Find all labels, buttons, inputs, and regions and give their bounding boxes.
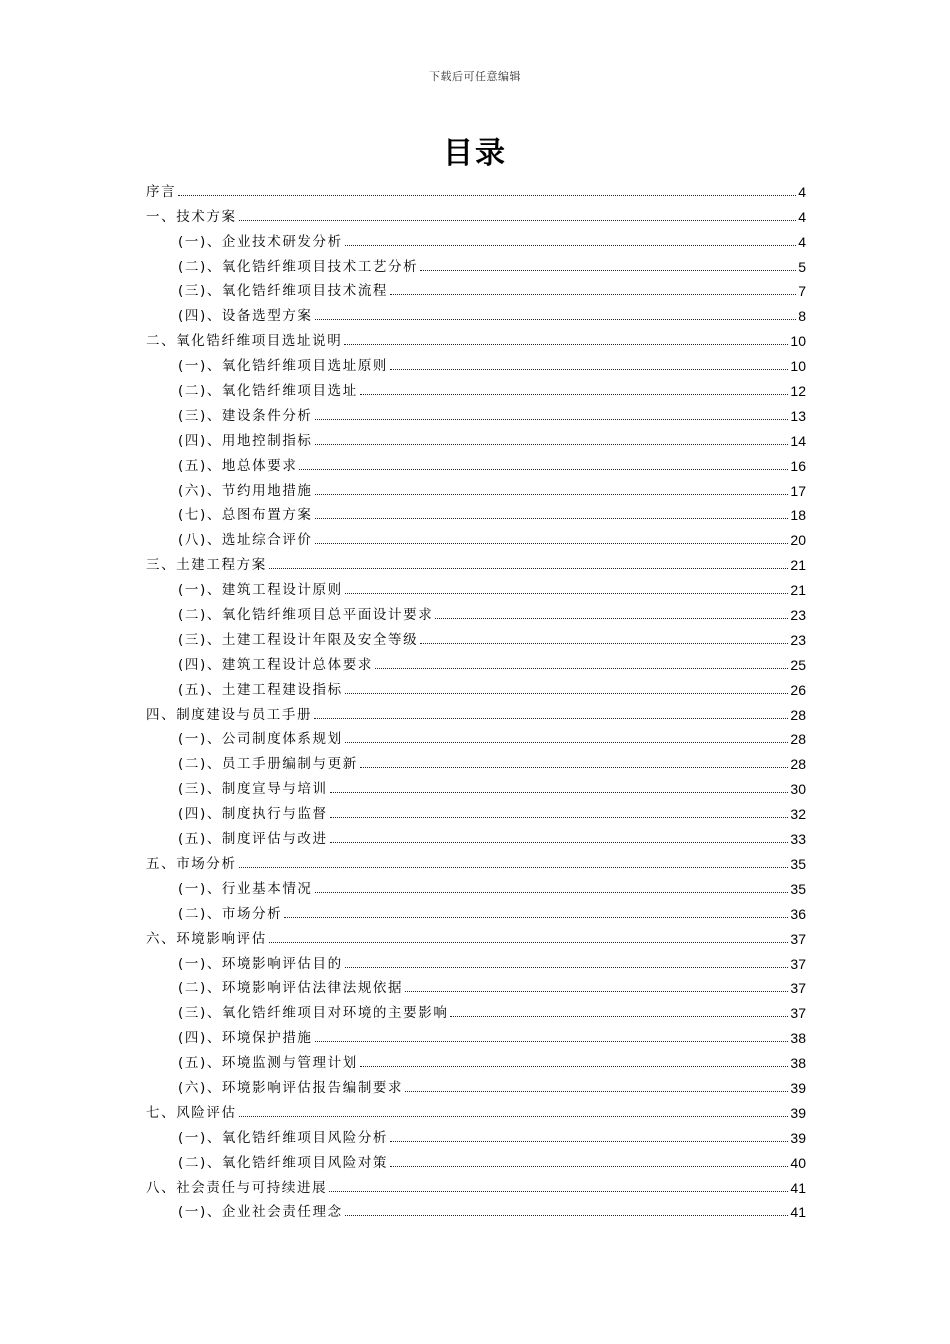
toc-entry[interactable] [146, 972, 806, 997]
toc-dot-leader [345, 244, 796, 246]
toc-dot-leader [420, 269, 796, 271]
toc-dot-leader [375, 667, 788, 669]
page-title: 目录 [443, 136, 507, 171]
toc-entry-page-number: 37 [790, 980, 806, 997]
toc-dot-leader [345, 692, 789, 694]
toc-entry-page-number: 18 [790, 507, 806, 524]
toc-dot-leader [330, 791, 789, 793]
toc-entry-label: 二、氧化锆纤维项目选址说明 [146, 333, 343, 350]
toc-entry-page-number: 28 [790, 706, 806, 723]
toc-entry[interactable] [146, 847, 806, 872]
toc-dot-leader [405, 1090, 788, 1092]
toc-entry-page-number: 4 [798, 208, 806, 225]
toc-dot-leader [390, 1165, 788, 1167]
toc-entry-page-number: 17 [790, 482, 806, 499]
toc-dot-leader [345, 1214, 789, 1216]
toc-entry-page-number: 39 [790, 1079, 806, 1096]
toc-dot-leader [360, 393, 789, 395]
toc-dot-leader [299, 468, 788, 470]
toc-dot-leader [345, 741, 789, 743]
toc-entry-page-number: 35 [790, 880, 806, 897]
toc-entry-label: (八)、选址综合评价 [178, 532, 313, 549]
toc-dot-leader [315, 891, 789, 893]
toc-entry[interactable] [146, 499, 806, 524]
toc-entry-page-number: 5 [798, 258, 806, 275]
toc-entry-label: (五)、环境监测与管理计划 [178, 1055, 358, 1072]
toc-entry[interactable] [146, 648, 806, 673]
toc-entry[interactable] [146, 822, 806, 847]
toc-entry-page-number: 21 [790, 557, 806, 574]
toc-dot-leader [329, 1190, 788, 1192]
toc-dot-leader [269, 567, 789, 569]
toc-dot-leader [390, 293, 796, 295]
toc-dot-leader [420, 642, 788, 644]
toc-entry[interactable] [146, 1171, 806, 1196]
toc-entry-page-number: 39 [790, 1129, 806, 1146]
toc-entry-page-number: 25 [790, 656, 806, 673]
toc-entry-label: (七)、总图布置方案 [178, 507, 313, 524]
toc-entry[interactable] [146, 175, 806, 200]
toc-entry-page-number: 41 [790, 1179, 806, 1196]
toc-entry[interactable] [146, 275, 806, 300]
toc-entry-label: (四)、设备选型方案 [178, 308, 313, 325]
toc-entry-label: (二)、氧化锆纤维项目风险对策 [178, 1154, 389, 1171]
toc-entry-label: (四)、环境保护措施 [178, 1030, 313, 1047]
toc-entry[interactable] [146, 1021, 806, 1046]
toc-entry-page-number: 14 [790, 432, 806, 449]
toc-entry-label: 八、社会责任与可持续进展 [146, 1179, 328, 1196]
toc-entry[interactable] [146, 299, 806, 324]
toc-entry[interactable] [146, 1046, 806, 1071]
toc-dot-leader [405, 990, 788, 992]
toc-entry[interactable] [146, 747, 806, 772]
toc-entry[interactable] [146, 797, 806, 822]
toc-entry-page-number: 10 [790, 358, 806, 375]
toc-entry-page-number: 36 [790, 905, 806, 922]
toc-entry[interactable] [146, 947, 806, 972]
toc-entry-label: (五)、土建工程建设指标 [178, 681, 343, 698]
toc-entry[interactable] [146, 872, 806, 897]
toc-dot-leader [345, 592, 789, 594]
toc-entry[interactable] [146, 598, 806, 623]
toc-entry-page-number: 7 [798, 283, 806, 300]
toc-dot-leader [239, 866, 789, 868]
toc-entry-label: 五、市场分析 [146, 855, 237, 872]
toc-entry-label: (五)、地总体要求 [178, 457, 298, 474]
toc-entry-label: (四)、建筑工程设计总体要求 [178, 656, 373, 673]
toc-entry-label: 四、制度建设与员工手册 [146, 706, 313, 723]
toc-entry[interactable] [146, 374, 806, 399]
toc-dot-leader [239, 219, 797, 221]
toc-entry[interactable] [146, 349, 806, 374]
toc-entry-page-number: 23 [790, 607, 806, 624]
toc-entry-label: 七、风险评估 [146, 1104, 237, 1121]
toc-entry-label: (三)、制度宣导与培训 [178, 781, 328, 798]
toc-entry-label: (一)、环境影响评估目的 [178, 955, 343, 972]
toc-entry-page-number: 8 [798, 308, 806, 325]
toc-entry[interactable] [146, 573, 806, 598]
toc-entry-label: (五)、制度评估与改进 [178, 831, 328, 848]
toc-entry[interactable] [146, 474, 806, 499]
toc-dot-leader [315, 542, 789, 544]
toc-entry-page-number: 28 [790, 756, 806, 773]
toc-dot-leader [239, 1115, 789, 1117]
toc-entry-page-number: 23 [790, 631, 806, 648]
toc-dot-leader [315, 418, 789, 420]
toc-dot-leader [435, 617, 788, 619]
toc-entry-label: 六、环境影响评估 [146, 930, 267, 947]
toc-entry-page-number: 4 [798, 233, 806, 250]
toc-dot-leader [344, 343, 788, 345]
toc-entry-page-number: 12 [790, 383, 806, 400]
toc-entry[interactable] [146, 449, 806, 474]
toc-dot-leader [284, 916, 788, 918]
toc-entry-page-number: 37 [790, 1005, 806, 1022]
toc-entry-page-number: 39 [790, 1104, 806, 1121]
toc-entry-page-number: 37 [790, 955, 806, 972]
toc-dot-leader [315, 493, 789, 495]
toc-dot-leader [315, 517, 789, 519]
toc-dot-leader [345, 966, 789, 968]
toc-dot-leader [269, 941, 789, 943]
toc-entry[interactable] [146, 324, 806, 349]
toc-entry-label: (三)、氧化锆纤维项目技术流程 [178, 283, 389, 300]
toc-entry[interactable] [146, 1196, 806, 1221]
toc-entry-label: (二)、氧化锆纤维项目技术工艺分析 [178, 258, 419, 275]
table-of-contents [146, 175, 806, 1220]
toc-entry-page-number: 32 [790, 806, 806, 823]
toc-entry-page-number: 30 [790, 781, 806, 798]
toc-entry-label: (二)、氧化锆纤维项目选址 [178, 383, 358, 400]
toc-entry-page-number: 20 [790, 532, 806, 549]
toc-entry[interactable] [146, 548, 806, 573]
toc-entry[interactable] [146, 225, 806, 250]
toc-dot-leader [360, 1065, 789, 1067]
toc-entry-label: (一)、建筑工程设计原则 [178, 582, 343, 599]
page-header: 下载后可任意编辑 [429, 70, 521, 83]
toc-entry-label: (六)、节约用地措施 [178, 482, 313, 499]
toc-entry-label: (一)、氧化锆纤维项目风险分析 [178, 1129, 389, 1146]
toc-entry-label: (一)、氧化锆纤维项目选址原则 [178, 358, 389, 375]
toc-dot-leader [315, 318, 797, 320]
toc-entry-label: (二)、市场分析 [178, 905, 283, 922]
toc-entry-page-number: 16 [790, 457, 806, 474]
toc-entry-page-number: 21 [790, 582, 806, 599]
toc-entry[interactable] [146, 623, 806, 648]
toc-entry-page-number: 40 [790, 1154, 806, 1171]
toc-entry-label: (三)、建设条件分析 [178, 407, 313, 424]
toc-entry-page-number: 13 [790, 407, 806, 424]
toc-entry-label: 一、技术方案 [146, 208, 237, 225]
toc-entry-page-number: 38 [790, 1030, 806, 1047]
toc-entry-page-number: 33 [790, 831, 806, 848]
toc-entry[interactable] [146, 698, 806, 723]
toc-entry-page-number: 10 [790, 333, 806, 350]
toc-entry-label: (一)、企业社会责任理念 [178, 1204, 343, 1221]
toc-dot-leader [390, 368, 788, 370]
toc-entry-label: (二)、员工手册编制与更新 [178, 756, 358, 773]
toc-entry[interactable] [146, 673, 806, 698]
toc-entry[interactable] [146, 772, 806, 797]
toc-entry-label: 序言 [146, 183, 177, 200]
toc-entry[interactable] [146, 897, 806, 922]
toc-entry[interactable] [146, 1096, 806, 1121]
toc-entry[interactable] [146, 523, 806, 548]
toc-dot-leader [314, 717, 788, 719]
toc-entry[interactable] [146, 922, 806, 947]
toc-entry[interactable] [146, 1121, 806, 1146]
toc-entry-label: (一)、企业技术研发分析 [178, 233, 343, 250]
toc-entry-label: (三)、氧化锆纤维项目对环境的主要影响 [178, 1005, 449, 1022]
toc-dot-leader [315, 443, 789, 445]
toc-dot-leader [450, 1015, 788, 1017]
toc-entry[interactable] [146, 996, 806, 1021]
toc-entry-label: (六)、环境影响评估报告编制要求 [178, 1079, 404, 1096]
toc-entry[interactable] [146, 1071, 806, 1096]
toc-entry[interactable] [146, 250, 806, 275]
toc-entry-label: (一)、行业基本情况 [178, 880, 313, 897]
toc-entry-label: (二)、氧化锆纤维项目总平面设计要求 [178, 607, 434, 624]
toc-entry-label: 三、土建工程方案 [146, 557, 267, 574]
toc-entry-page-number: 41 [790, 1204, 806, 1221]
toc-entry-page-number: 38 [790, 1055, 806, 1072]
toc-entry[interactable] [146, 1146, 806, 1171]
toc-entry[interactable] [146, 399, 806, 424]
toc-entry-page-number: 28 [790, 731, 806, 748]
toc-entry-page-number: 26 [790, 681, 806, 698]
toc-entry-label: (一)、公司制度体系规划 [178, 731, 343, 748]
toc-dot-leader [360, 766, 789, 768]
toc-entry-label: (四)、用地控制指标 [178, 432, 313, 449]
toc-entry-page-number: 35 [790, 855, 806, 872]
toc-entry-page-number: 37 [790, 930, 806, 947]
toc-dot-leader [390, 1140, 788, 1142]
toc-entry[interactable] [146, 200, 806, 225]
toc-entry-page-number: 4 [798, 183, 806, 200]
toc-entry[interactable] [146, 723, 806, 748]
toc-dot-leader [178, 194, 796, 196]
toc-entry-label: (三)、土建工程设计年限及安全等级 [178, 631, 419, 648]
toc-dot-leader [330, 816, 789, 818]
toc-dot-leader [330, 841, 789, 843]
toc-entry[interactable] [146, 424, 806, 449]
toc-dot-leader [315, 1040, 789, 1042]
toc-entry-label: (二)、环境影响评估法律法规依据 [178, 980, 404, 997]
toc-entry-label: (四)、制度执行与监督 [178, 806, 328, 823]
